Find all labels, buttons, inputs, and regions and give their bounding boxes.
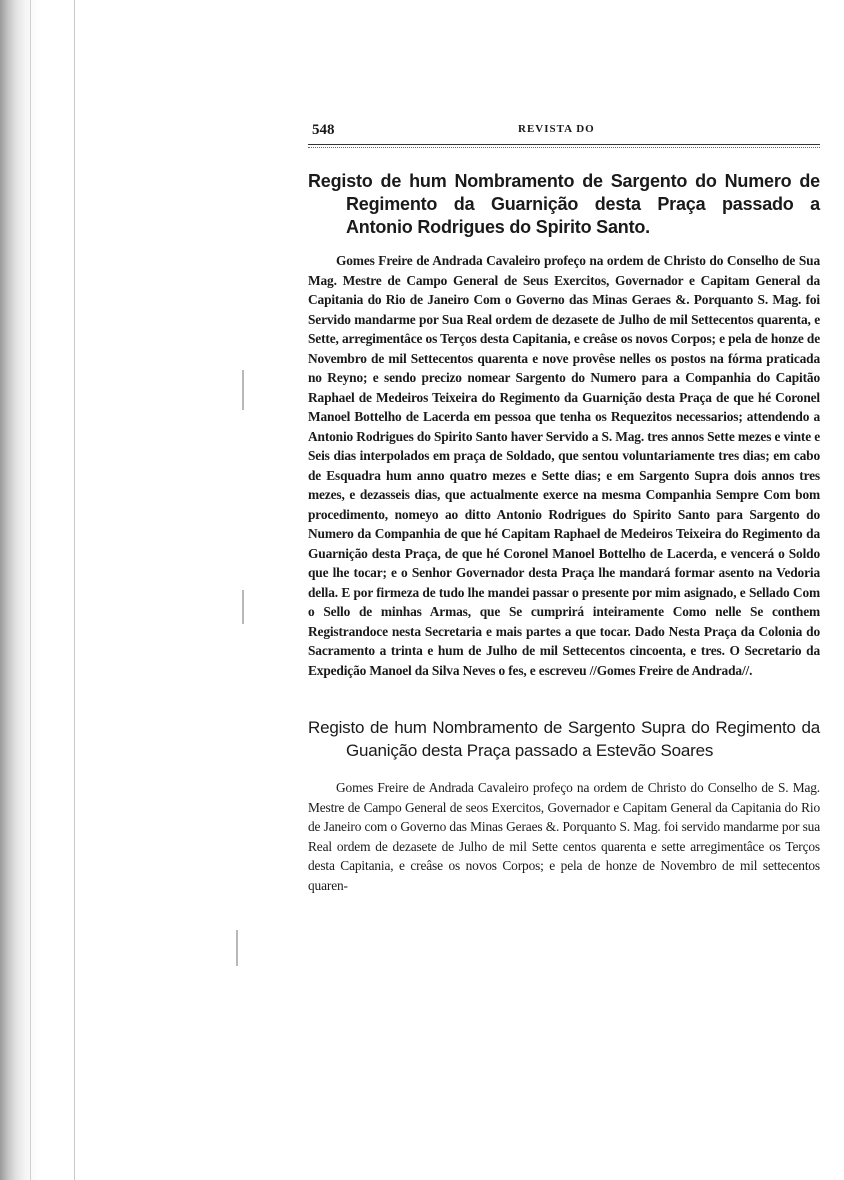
scan-mark xyxy=(242,370,244,410)
scan-binding-shadow xyxy=(0,0,46,1180)
scan-mark xyxy=(236,930,238,966)
book-page xyxy=(308,110,820,895)
section-body: Gomes Freire de Andrada Cavaleiro profeço na ordem de Christo do Conselho de Sua Mag. Mestre de Campo General de Seus Exercitos, Governador e Capitam General da Capitania do Rio de Janeiro Com o Governo das Minas Geraes &. Porquanto S. Mag. foi Servido mandarme por Sua Real ordem de dezasete de Julho de mil Settecentos quarenta, e Sette, arregimentâce os Terços desta Capitania, e creâse os novos Corpos; e pela de honze de Novembro de mil Settecentos quarenta e nove provêse nelles os postos na fórma praticada no Reyno; e sendo precizo nomear Sargento do Numero para a Companhia do Capitão Raphael de Medeiros Teixeira do Regimento da Guarnição desta Praça de que hé Coronel Manoel Bottelho de Lacerda em pessoa que tenha os Requezitos necessarios; attendendo a Antonio Rodrigues do Spirito Santo haver Servido a S. Mag. tres annos Sette mezes e vinte e Seis dias interpolados em praça de Soldado, que sentou voluntariamente tres dias; em cabo de Esquadra hum anno quatro mezes e Sette dias; e em Sargento Supra dois annos tres mezes, e dezasseis dias, que actualmente exerce na mesma Companhia Sempre Com bom procedimento, nomeyo ao ditto Antonio Rodrigues do Spirito Santo para Sargento do Numero da Companhia de que hé Capitam Raphael de Medeiros Teixeira do Regimento da Guarnição desta Praça, de que hé Coronel Manoel Bottelho de Lacerda, e vencerá o Soldo que lhe tocar; e o Senhor Governador desta Praça lhe mandará formar asento na Vedoria della. E por firmeza de tudo lhe mandei passar o presente por mim asignado, e Sellado Com o Sello de minhas Armas, que Se cumprirá inteiramente Como nelle Se conthem Registrandoce nesta Secretaria e mais partes a que tocar. Dado Nesta Praça da Colonia do Sacramento a trinta e hum de Julho de mil Settecentos cincoenta, e tres. O Secretario da Expedição Manoel da Silva Neves o fes, e escreveu //Gomes Freire de Andrada//. xyxy=(308,253,820,678)
page-number: 548 xyxy=(312,122,335,138)
section-title: Registo de hum Nombramento de Sargento Supra do Regimento da Guanição desta Praça passado a Estevão Soares xyxy=(308,718,820,760)
scan-edge-line xyxy=(74,0,75,1180)
running-title: REVISTA DO xyxy=(518,123,595,135)
scan-edge-line xyxy=(30,0,31,1180)
section-body: Gomes Freire de Andrada Cavaleiro profeço na ordem de Christo do Conselho de S. Mag. Mestre de Campo General de seos Exercitos, Governador e Capitam General da Capitania do Rio de Janeiro com o Governo das Minas Geraes &. Porquanto S. Mag. foi servido mandarme por sua Real ordem de dezasete de Julho de mil Sette centos quarenta e sette arregimentâce os Terços desta Capitania, e creâse os novos Corpos; e pela de honze de Novembro de mil settecentos quaren- xyxy=(308,780,820,893)
scan-mark xyxy=(242,590,244,624)
header-rule xyxy=(308,144,820,148)
running-header xyxy=(308,110,820,140)
section-title: Registo de hum Nombramento de Sargento do Numero de Regimento da Guarnição desta Praça passado a Antonio Rodrigues do Spirito Santo. xyxy=(308,171,820,237)
